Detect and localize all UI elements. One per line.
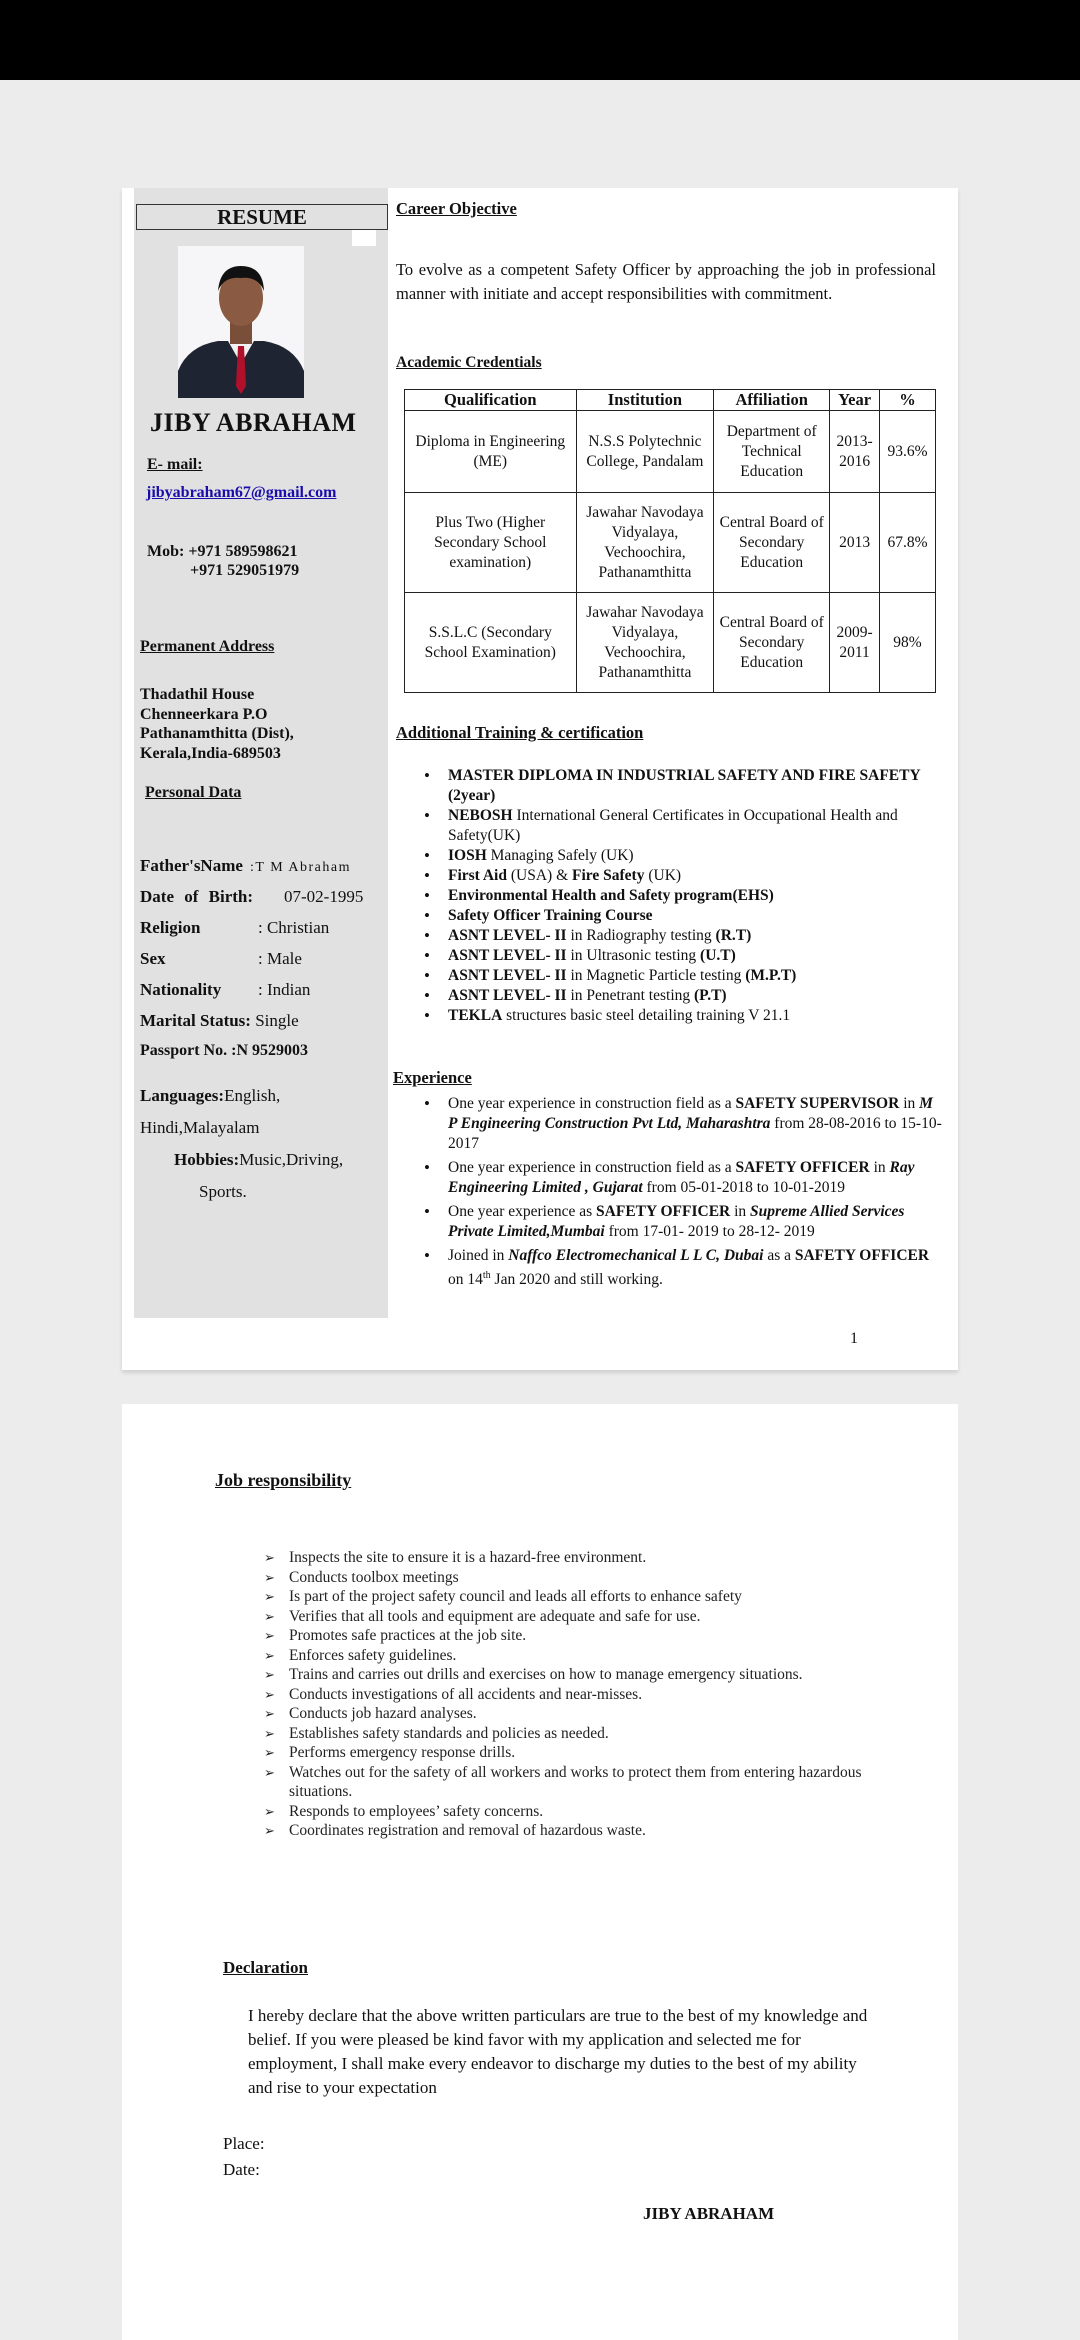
experience-text: on 14 [448, 1271, 483, 1289]
resume-page-2 [122, 1404, 958, 2340]
training-item-text: in Ultrasonic testing [566, 947, 701, 964]
place-label: Place: [223, 2134, 265, 2153]
list-item [424, 1006, 944, 1026]
table-header-cell: % [880, 390, 936, 411]
experience-text: in [730, 1203, 751, 1220]
father-name-value: :T M Abraham [250, 860, 351, 875]
experience-dates: as a [763, 1247, 795, 1264]
table-cell: 93.6% [880, 411, 936, 493]
table-cell: 2013-2016 [830, 411, 880, 493]
table-cell: Central Board of Secondary Education [714, 493, 830, 593]
training-item-bold: (M.P.T) [745, 967, 797, 984]
languages-value: English, [224, 1086, 281, 1105]
experience-company: Ray Engineering Limited , Gujarat [448, 1159, 915, 1196]
hobbies-value-line2: Sports. [199, 1182, 247, 1201]
list-item [424, 1202, 944, 1242]
date-label: Date: [223, 2160, 260, 2179]
marital-status-row [140, 1011, 380, 1031]
training-item-bold: ASNT LEVEL- II [448, 967, 567, 984]
nationality-label: Nationality [140, 980, 222, 999]
responsibility-item: ➢ Verifies that all tools and equipment are adequate and safe for use. [264, 1607, 864, 1627]
table-header-cell: Qualification [405, 390, 577, 411]
list-item [424, 846, 944, 866]
experience-role: SAFETY OFFICER [735, 1159, 870, 1176]
passport-number: Passport No. :N 9529003 [140, 1042, 308, 1059]
training-item-bold: (R.T) [715, 927, 752, 944]
address-line: Pathanamthitta (Dist), [140, 725, 294, 742]
career-objective-text: To evolve as a competent Safety Officer by approaching the job in professional manner with initiate and accept responsibilities with commitment. [396, 260, 936, 303]
father-name-row [140, 856, 380, 876]
profile-photo-image [178, 246, 304, 398]
academic-table [404, 389, 936, 693]
table-cell: N.S.S Polytechnic College, Pandalam [576, 411, 714, 493]
responsibility-list [264, 1548, 864, 1841]
experience-dates: from 28-08-2016 to 15-10-2017 [448, 1115, 942, 1152]
religion-value: : Christian [258, 918, 330, 937]
sex-row [140, 949, 380, 969]
experience-role: SAFETY OFFICER [794, 1247, 930, 1264]
marital-status-label: Marital Status: [140, 1011, 251, 1030]
training-list [424, 766, 944, 1026]
training-item-text: structures basic steel detailing training V 21.1 [502, 1007, 791, 1024]
email-label: E- mail: [147, 456, 203, 473]
experience-role: SAFETY OFFICER [596, 1203, 731, 1220]
table-cell: Plus Two (Higher Secondary School examination) [405, 493, 577, 593]
responsibility-item: ➢ Conducts investigations of all accidents and near-misses. [264, 1685, 864, 1705]
mobile-number-2: +971 529051979 [190, 562, 300, 579]
training-item-bold: Safety Officer Training Course [448, 907, 653, 924]
experience-text: in [869, 1159, 890, 1176]
training-item-bold: Environmental Health and Safety program(EHS) [448, 887, 774, 904]
list-item [424, 806, 944, 846]
sidebar-notch [352, 230, 376, 246]
languages-label: Languages: [140, 1086, 225, 1105]
training-item-text: Managing Safely (UK) [486, 847, 634, 864]
list-item [424, 966, 944, 986]
languages-value-line2: Hindi,Malayalam [140, 1118, 260, 1137]
permanent-address-label: Permanent Address [140, 638, 275, 655]
experience-company: Naffco Electromechanical L L C, Dubai [508, 1247, 764, 1264]
training-item-bold: Fire Safety [572, 867, 645, 884]
training-item-bold: ASNT LEVEL- II [448, 927, 567, 944]
experience-role: SAFETY SUPERVISOR [735, 1095, 900, 1112]
training-item-text: in Magnetic Particle testing [566, 967, 746, 984]
table-cell: 67.8% [880, 493, 936, 593]
experience-text: One year experience in construction field as a [448, 1159, 736, 1176]
responsibility-item: ➢ Inspects the site to ensure it is a hazard-free environment. [264, 1548, 864, 1568]
training-item-bold: (U.T) [700, 947, 736, 964]
table-cell: Jawahar Navodaya Vidyalaya, Vechoochira, Pathanamthitta [576, 493, 714, 593]
experience-company: M P Engineering Construction Pvt Ltd, Maharashtra [448, 1095, 933, 1132]
mobile-number-1: Mob: +971 589598621 [147, 543, 298, 560]
training-item-bold: First Aid [448, 867, 507, 884]
responsibility-item: ➢ Responds to employees’ safety concerns. [264, 1802, 864, 1822]
table-cell: 2013 [830, 493, 880, 593]
address-line: Chenneerkara P.O [140, 705, 268, 723]
experience-company: Supreme Allied Services Private Limited,Mumbai [448, 1203, 905, 1240]
dob-label: Date of Birth: [140, 887, 254, 906]
resume-title: RESUME [136, 204, 388, 230]
sex-value: : Male [258, 949, 302, 968]
experience-text: in [899, 1095, 920, 1112]
table-cell: Department of Technical Education [714, 411, 830, 493]
table-row [405, 411, 936, 493]
table-header-cell: Year [830, 390, 880, 411]
experience-text: One year experience as [448, 1203, 597, 1220]
table-cell: Diploma in Engineering (ME) [405, 411, 577, 493]
list-item [424, 766, 944, 806]
declaration-text: I hereby declare that the above written particulars are true to the best of my knowledge and belief. If you were pleased be kind favor with my application and selected me for employment, I shall make every endeavor to discharge my duties to the best of my ability and rise to your expectation [248, 2006, 868, 2097]
marital-status-value: Single [255, 1011, 299, 1030]
resume-page-1 [122, 188, 958, 1370]
hobbies-label: Hobbies: [174, 1150, 240, 1169]
dob-value: 07-02-1995 [284, 887, 364, 906]
table-cell: Jawahar Navodaya Vidyalaya, Vechoochira, Pathanamthitta [576, 593, 714, 693]
experience-dates: from 17-01- 2019 to 28-12- 2019 [604, 1223, 815, 1240]
religion-label: Religion [140, 918, 201, 937]
experience-text: Joined in [448, 1247, 509, 1264]
training-item-text: (USA) & [507, 867, 573, 884]
responsibility-item: ➢ Trains and carries out drills and exercises on how to manage emergency situations. [264, 1665, 864, 1685]
personal-data-label: Personal Data [145, 784, 242, 801]
responsibility-item: ➢ Establishes safety standards and policies as needed. [264, 1724, 864, 1744]
training-item-text: (UK) [644, 867, 682, 884]
responsibility-item: ➢ Conducts job hazard analyses. [264, 1704, 864, 1724]
address-line: Thadathil House [140, 686, 255, 703]
nationality-row [140, 980, 380, 1000]
responsibility-item: ➢ Enforces safety guidelines. [264, 1646, 864, 1666]
training-item-text: in Radiography testing [566, 927, 716, 944]
address-line: Kerala,India-689503 [140, 744, 281, 762]
training-item-bold: IOSH [448, 847, 487, 864]
experience-sup: th [482, 1270, 491, 1281]
responsibility-item: ➢ Promotes safe practices at the job site. [264, 1626, 864, 1646]
table-cell: S.S.L.C (Secondary School Examination) [405, 593, 577, 693]
experience-heading: Experience [393, 1068, 472, 1087]
table-header-cell: Institution [576, 390, 714, 411]
list-item [424, 1158, 944, 1198]
job-responsibility-heading: Job responsibility [215, 1470, 352, 1490]
training-item-text: International General Certificates in Occupational Health and Safety(UK) [448, 807, 898, 844]
table-cell: 2009-2011 [830, 593, 880, 693]
hobbies-row [174, 1150, 414, 1170]
list-item [424, 946, 944, 966]
address-block [140, 685, 294, 763]
languages-row [140, 1086, 380, 1106]
declaration-heading: Declaration [223, 1958, 308, 1977]
father-name-label: Father'sName [140, 856, 243, 875]
academic-credentials-heading: Academic Credentials [396, 354, 542, 371]
responsibility-item: ➢ Watches out for the safety of all workers and works to protect them from entering hazardous situations. [264, 1763, 864, 1802]
responsibility-item: ➢ Coordinates registration and removal of hazardous waste. [264, 1821, 864, 1841]
email-link[interactable]: jibyabraham67@gmail.com [146, 484, 337, 501]
training-item-bold: MASTER DIPLOMA IN INDUSTRIAL SAFETY AND FIRE SAFETY (2year) [448, 767, 921, 804]
list-item [424, 986, 944, 1006]
training-item-text: in Penetrant testing [566, 987, 695, 1004]
table-header-row [405, 390, 936, 411]
top-status-bar [0, 0, 1080, 80]
list-item [424, 866, 944, 886]
experience-text: One year experience in construction field as a [448, 1095, 736, 1112]
table-cell: 98% [880, 593, 936, 693]
page-number: 1 [850, 1330, 858, 1347]
list-item [424, 906, 944, 926]
profile-photo [178, 246, 304, 398]
training-item-bold: ASNT LEVEL- II [448, 987, 567, 1004]
responsibility-item: ➢ Conducts toolbox meetings [264, 1568, 864, 1588]
experience-dates: from 05-01-2018 to 10-01-2019 [642, 1179, 845, 1196]
sex-label: Sex [140, 949, 166, 968]
nationality-value: : Indian [258, 980, 311, 999]
list-item [424, 1094, 944, 1154]
training-heading: Additional Training & certification [396, 723, 644, 742]
responsibility-item: ➢ Performs emergency response drills. [264, 1743, 864, 1763]
dob-row [140, 887, 380, 907]
training-item-bold: ASNT LEVEL- II [448, 947, 567, 964]
experience-text: Jan 2020 and still working. [490, 1271, 663, 1289]
list-item [424, 926, 944, 946]
table-cell: Central Board of Secondary Education [714, 593, 830, 693]
list-item [424, 886, 944, 906]
experience-list [424, 1094, 944, 1294]
training-item-bold: NEBOSH [448, 807, 513, 824]
responsibility-item: ➢ Is part of the project safety council and leads all efforts to enhance safety [264, 1587, 864, 1607]
hobbies-value: Music,Driving, [239, 1150, 344, 1169]
table-row [405, 593, 936, 693]
career-objective-heading: Career Objective [396, 199, 517, 218]
training-item-bold: TEKLA [448, 1007, 503, 1024]
list-item [424, 1246, 944, 1290]
table-header-cell: Affiliation [714, 390, 830, 411]
signature-name: JIBY ABRAHAM [643, 2204, 775, 2223]
candidate-name: JIBY ABRAHAM [150, 408, 357, 437]
table-row [405, 493, 936, 593]
religion-row [140, 918, 380, 938]
training-item-bold: (P.T) [694, 987, 727, 1004]
